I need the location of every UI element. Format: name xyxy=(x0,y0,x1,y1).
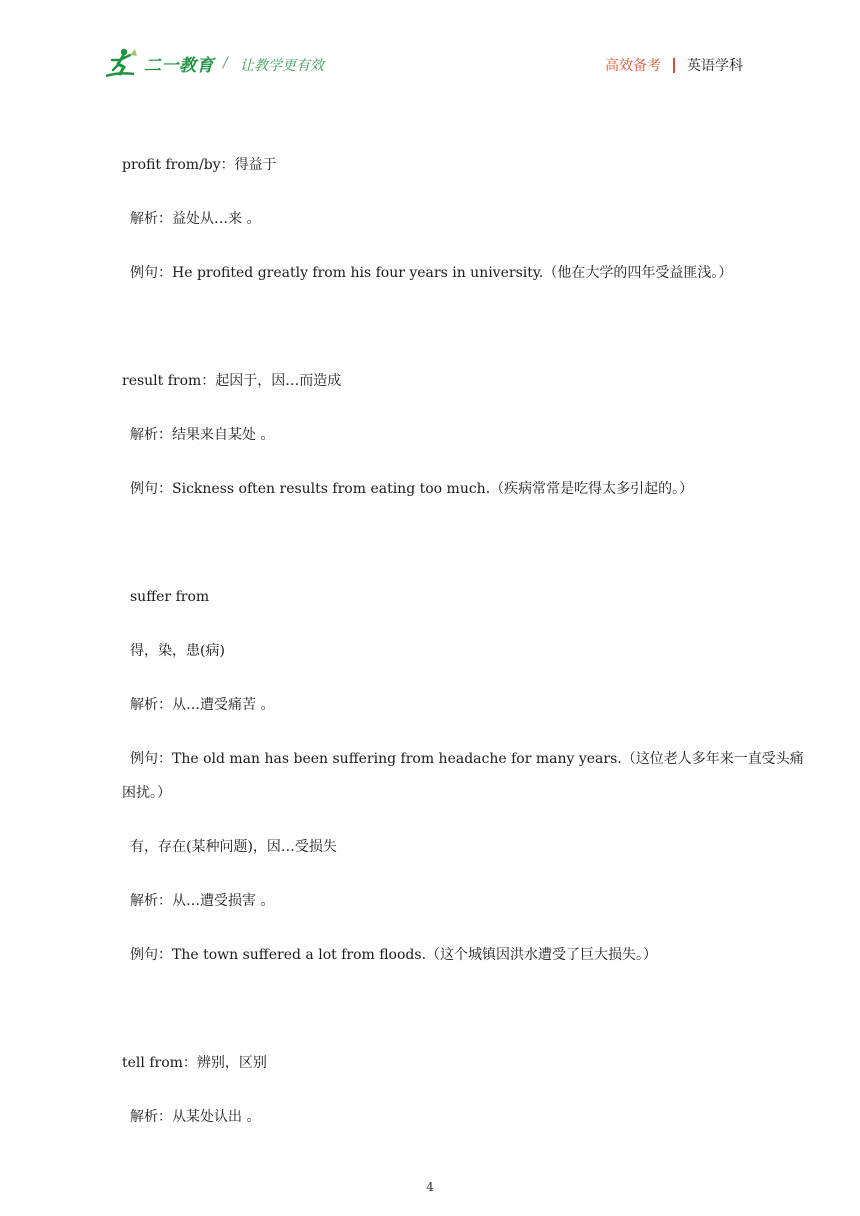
term-result: result from：起因于，因…而造成 xyxy=(122,373,342,389)
analysis-profit: 解析：益处从…来 。 xyxy=(130,211,261,227)
example-suffer-2: 例句：The town suffered a lot from floods.（这个城镇因洪水遭受了巨大损失。） xyxy=(130,947,658,963)
meaning-suffer-1: 得，染，患(病) xyxy=(130,643,225,659)
subject-label: 英语学科 xyxy=(687,58,743,74)
analysis-suffer-1: 解析：从…遭受痛苦 。 xyxy=(130,697,275,713)
term-suffer: suffer from xyxy=(130,589,210,605)
analysis-result: 解析：结果来自某处 。 xyxy=(130,427,275,443)
page-number: 4 xyxy=(426,1180,434,1194)
slogan: 让教学更有效 xyxy=(240,58,324,74)
brand-logo xyxy=(104,46,214,80)
analysis-suffer-2: 解析：从…遭受损害 。 xyxy=(130,893,275,909)
header-right xyxy=(605,55,743,75)
example-profit: 例句：He profited greatly from his four years in university.（他在大学的四年受益匪浅。） xyxy=(130,265,733,281)
term-tell: tell from：辨别，区别 xyxy=(122,1055,267,1071)
example-suffer-1-line1: 例句：The old man has been suffering from headache for many years.（这位老人多年来一直受头痛 xyxy=(130,751,804,767)
logo-text: 二一教育 xyxy=(144,55,214,76)
example-result: 例句：Sickness often results from eating too much.（疾病常常是吃得太多引起的。） xyxy=(130,481,694,497)
slogan-separator: / xyxy=(223,55,228,71)
meaning-suffer-2: 有，存在(某种问题)，因…受损失 xyxy=(130,839,337,855)
analysis-tell: 解析：从某处认出 。 xyxy=(130,1109,261,1125)
header-divider xyxy=(673,58,675,73)
example-suffer-1-line2: 困扰。） xyxy=(122,785,171,801)
page-header xyxy=(0,0,860,110)
term-profit: profit from/by：得益于 xyxy=(122,157,277,173)
exam-label: 高效备考 xyxy=(605,58,661,74)
runner-logo-icon xyxy=(104,46,140,80)
